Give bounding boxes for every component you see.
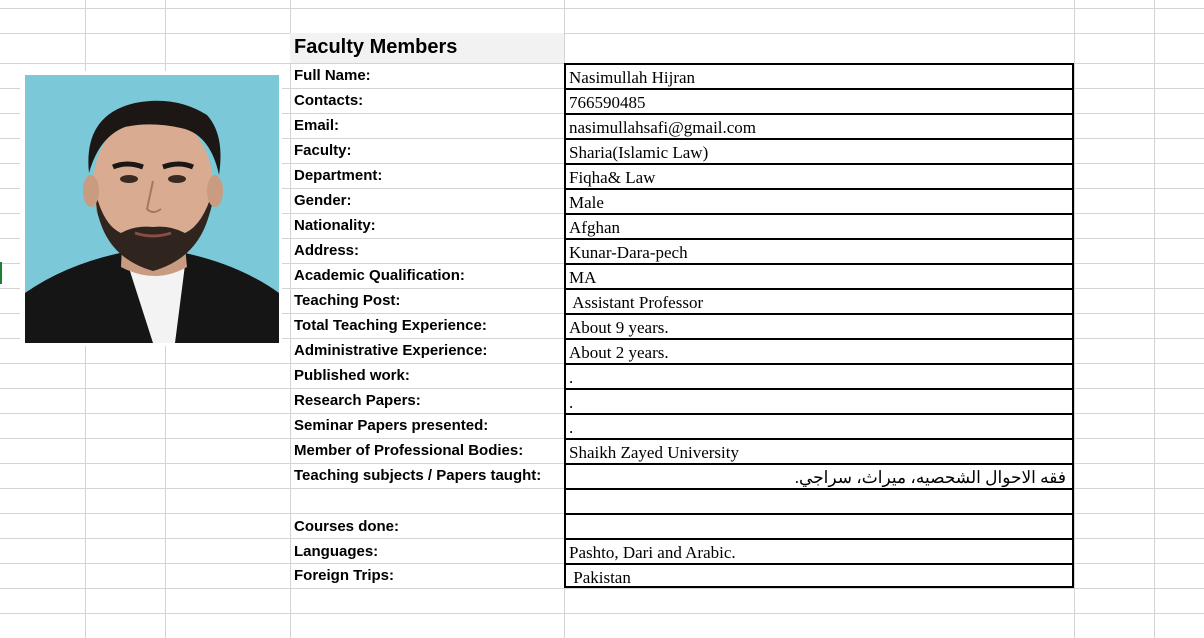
row-selection-marker <box>0 262 2 284</box>
value-cell-administrative-experience[interactable] <box>566 340 1072 365</box>
label-published-work[interactable]: Published work: <box>294 367 410 384</box>
value-address: Kunar-Dara-pech <box>569 243 688 262</box>
label-professional-bodies[interactable]: Member of Professional Bodies: <box>294 442 524 459</box>
label-academic-qualification[interactable]: Academic Qualification: <box>294 267 465 284</box>
value-cell-professional-bodies[interactable] <box>566 440 1072 465</box>
label-languages[interactable]: Languages: <box>294 543 379 560</box>
label-total-teaching-experience[interactable]: Total Teaching Experience: <box>294 317 487 334</box>
label-teaching-subjects[interactable]: Teaching subjects / Papers taught: <box>294 467 542 484</box>
label-address[interactable]: Address: <box>294 242 360 259</box>
label-courses-done[interactable]: Courses done: <box>294 518 400 535</box>
label-nationality[interactable]: Nationality: <box>294 217 376 234</box>
value-cell-courses-done[interactable] <box>566 515 1072 540</box>
value-contacts: 766590485 <box>569 93 646 112</box>
label-teaching-post[interactable]: Teaching Post: <box>294 292 401 309</box>
value-cell-languages[interactable] <box>566 540 1072 565</box>
value-nationality: Afghan <box>569 218 620 237</box>
value-teaching-post: Assistant Professor <box>569 293 704 312</box>
value-full-name: Nasimullah Hijran <box>569 68 696 87</box>
value-languages: Pashto, Dari and Arabic. <box>569 543 736 562</box>
value-cell-faculty[interactable] <box>566 140 1072 165</box>
value-administrative-experience: About 2 years. <box>569 343 669 362</box>
value-cell-email[interactable] <box>566 115 1072 140</box>
value-cell-contacts[interactable] <box>566 90 1072 115</box>
person-portrait-image <box>25 75 279 343</box>
grid-row-line <box>0 613 1204 614</box>
label-seminar-papers[interactable]: Seminar Papers presented: <box>294 417 489 434</box>
grid-column-line <box>1074 0 1075 638</box>
grid-column-line <box>290 0 291 638</box>
value-cell-seminar-papers[interactable] <box>566 415 1072 440</box>
grid-column-line <box>1154 0 1155 638</box>
value-cell-research-papers[interactable] <box>566 390 1072 415</box>
grid-row-line <box>0 33 1204 34</box>
value-total-teaching-experience: About 9 years. <box>569 318 669 337</box>
profile-photo[interactable] <box>25 75 279 343</box>
label-department[interactable]: Department: <box>294 167 383 184</box>
value-published-work: . <box>569 368 574 387</box>
value-teaching-subjects: فقه الاحوال الشحصيه، ميراث، سراجي. <box>794 468 1066 487</box>
value-cell-teaching-subjects[interactable] <box>566 465 1072 490</box>
grid-row-line <box>0 8 1204 9</box>
value-department: Fiqha& Law <box>569 168 656 187</box>
value-cell-teaching-post[interactable] <box>566 290 1072 315</box>
label-contacts[interactable]: Contacts: <box>294 92 364 109</box>
value-cell-published-work[interactable] <box>566 365 1072 390</box>
value-seminar-papers: . <box>569 418 574 437</box>
label-foreign-trips[interactable]: Foreign Trips: <box>294 567 395 584</box>
value-cell-nationality[interactable] <box>566 215 1072 240</box>
field-values-table <box>564 63 1074 588</box>
label-faculty[interactable]: Faculty: <box>294 142 352 159</box>
value-cell-full-name[interactable] <box>566 65 1072 90</box>
value-cell-department[interactable] <box>566 165 1072 190</box>
value-foreign-trips: Pakistan <box>569 568 631 587</box>
label-administrative-experience[interactable]: Administrative Experience: <box>294 342 488 359</box>
value-cell-total-teaching-experience[interactable] <box>566 315 1072 340</box>
label-full-name[interactable]: Full Name: <box>294 67 371 84</box>
value-academic-qualification: MA <box>569 268 597 287</box>
label-research-papers[interactable]: Research Papers: <box>294 392 421 409</box>
value-cell-empty[interactable] <box>566 490 1072 515</box>
value-cell-foreign-trips[interactable] <box>566 565 1072 590</box>
value-gender: Male <box>569 193 604 212</box>
value-cell-gender[interactable] <box>566 190 1072 215</box>
value-research-papers: . <box>569 393 574 412</box>
value-professional-bodies: Shaikh Zayed University <box>569 443 739 462</box>
value-faculty: Sharia(Islamic Law) <box>569 143 709 162</box>
sheet-title: Faculty Members <box>294 36 458 58</box>
value-cell-address[interactable] <box>566 240 1072 265</box>
label-gender[interactable]: Gender: <box>294 192 352 209</box>
value-email: nasimullahsafi@gmail.com <box>569 118 757 137</box>
value-cell-academic-qualification[interactable] <box>566 265 1072 290</box>
label-email[interactable]: Email: <box>294 117 340 134</box>
